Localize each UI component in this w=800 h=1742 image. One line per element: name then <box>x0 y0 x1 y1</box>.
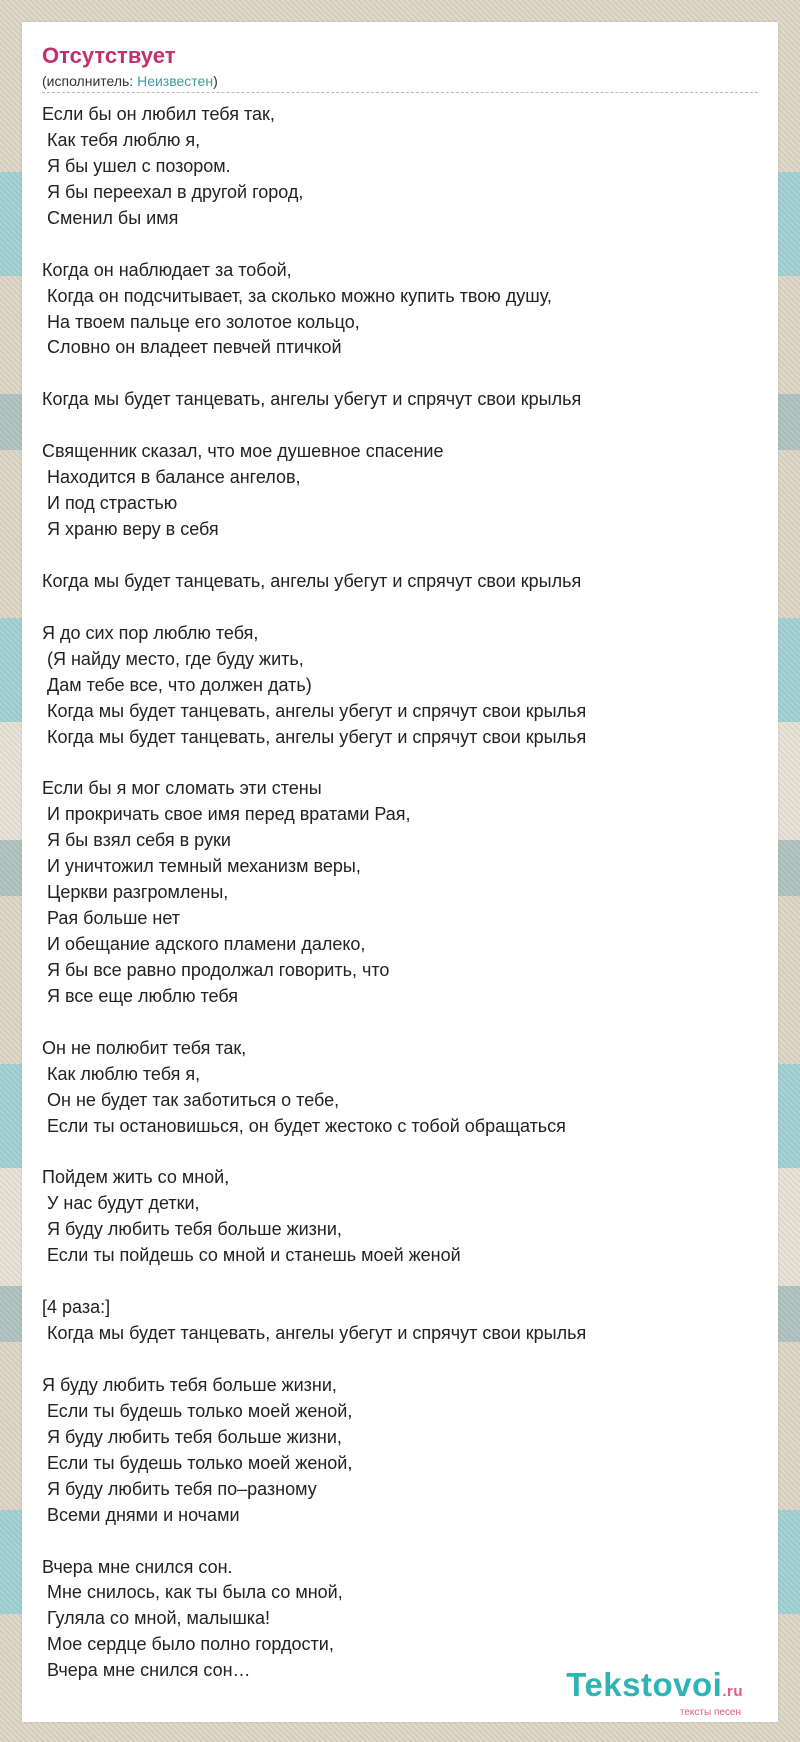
song-title: Отсутствует <box>42 43 176 68</box>
logo-name: Tekstovoi <box>566 1666 723 1703</box>
lyric-line: Когда мы будет танцевать, ангелы убегут и спрячут свои крылья <box>42 1323 587 1344</box>
artist-line <box>42 72 218 90</box>
lyric-line: И под страстью <box>42 493 178 514</box>
logo-domain: .ru <box>722 1683 743 1700</box>
lyric-line: Он не полюбит тебя так, <box>42 1037 247 1058</box>
lyric-line: Я буду любить тебя больше жизни, <box>42 1426 342 1447</box>
lyric-line <box>42 1010 762 1036</box>
lyric-line: Если ты пойдешь со мной и станешь моей женой <box>42 1245 461 1266</box>
lyric-line: Я буду любить тебя по–разному <box>42 1478 317 1499</box>
lyric-line: Когда мы будет танцевать, ангелы убегут и спрячут свои крылья <box>42 726 587 747</box>
lyric-line: Священник сказал, что мое душевное спасение <box>42 441 444 462</box>
lyric-line: Пойдем жить со мной, <box>42 1167 230 1188</box>
lyric-line: Я все еще люблю тебя <box>42 985 239 1006</box>
lyric-line: Если ты будешь только моей женой, <box>42 1400 353 1421</box>
lyric-line: Я до сих пор люблю тебя, <box>42 622 259 643</box>
lyric-line: Когда мы будет танцевать, ангелы убегут и спрячут свои крылья <box>42 570 582 591</box>
lyric-line: Рая больше нет <box>42 908 181 929</box>
lyrics-text <box>42 102 762 1684</box>
lyric-line: И обещание адского пламени далеко, <box>42 934 366 954</box>
lyric-line: И прокричать свое имя перед вратами Рая, <box>42 804 411 825</box>
lyric-line: Мое сердце было полно гордости, <box>42 1634 334 1655</box>
lyric-line: Если бы я мог сломать эти стены <box>42 778 322 799</box>
lyric-line <box>42 232 762 258</box>
lyric-line <box>42 413 762 439</box>
lyric-line: Я буду любить тебя больше жизни, <box>42 1374 337 1395</box>
lyric-line: Когда мы будет танцевать, ангелы убегут и спрячут свои крылья <box>42 389 582 410</box>
lyric-line: Я бы все равно продолжал говорить, что <box>42 959 390 980</box>
lyric-line: Сменил бы имя <box>42 207 179 228</box>
lyric-line <box>42 543 762 569</box>
lyric-line: Как тебя люблю я, <box>42 129 201 150</box>
lyric-line: Если ты остановишься, он будет жестоко с тобой обращаться <box>42 1115 566 1136</box>
lyric-line: Словно он владеет певчей птичкой <box>42 337 342 358</box>
lyric-line: Находится в балансе ангелов, <box>42 467 301 488</box>
lyric-line: Церкви разгромлены, <box>42 882 229 903</box>
lyric-line: Вчера мне снился сон. <box>42 1556 233 1577</box>
lyric-line: Мне снилось, как ты была со мной, <box>42 1582 343 1603</box>
logo-tagline: тексты песен <box>679 1707 741 1718</box>
lyric-line: Я храню веру в себя <box>42 519 219 539</box>
lyric-line: Когда мы будет танцевать, ангелы убегут и спрячут свои крылья <box>42 700 587 721</box>
artist-link[interactable]: Неизвестен <box>137 73 214 89</box>
lyric-line: Я бы переехал в другой город, <box>42 181 304 202</box>
lyric-line: И уничтожил темный механизм веры, <box>42 856 361 877</box>
lyric-line: Вчера мне снился сон… <box>42 1660 251 1681</box>
lyric-line: Как люблю тебя я, <box>42 1063 201 1084</box>
lyrics-card <box>22 22 778 1722</box>
lyric-line: Дам тебе все, что должен дать) <box>42 674 312 695</box>
lyric-line: Гуляла со мной, малышка! <box>42 1608 271 1629</box>
lyric-line <box>42 750 762 776</box>
title-divider <box>42 92 758 93</box>
lyric-line <box>42 1269 762 1295</box>
lyric-line <box>42 595 762 621</box>
lyric-line: Если ты будешь только моей женой, <box>42 1452 353 1473</box>
lyric-line: Всеми днями и ночами <box>42 1504 240 1525</box>
lyric-line <box>42 361 762 387</box>
lyric-line <box>42 1347 762 1373</box>
lyric-line: Я бы взял себя в руки <box>42 830 231 851</box>
lyric-line: У нас будут детки, <box>42 1193 200 1214</box>
lyric-line: Я бы ушел с позором. <box>42 155 231 176</box>
lyric-line <box>42 1140 762 1166</box>
lyric-line: Он не будет так заботиться о тебе, <box>42 1089 340 1110</box>
lyric-line: Когда он подсчитывает, за сколько можно купить твою душу, <box>42 285 552 306</box>
lyric-line: Когда он наблюдает за тобой, <box>42 259 292 280</box>
lyric-line: Я буду любить тебя больше жизни, <box>42 1219 342 1240</box>
lyric-line: Если бы он любил тебя так, <box>42 104 275 124</box>
lyric-line <box>42 1529 762 1555</box>
artist-prefix: (исполнитель: <box>42 73 138 89</box>
lyric-line: На твоем пальце его золотое кольцо, <box>42 311 360 332</box>
artist-suffix: ) <box>213 73 218 89</box>
lyric-line: (Я найду место, где буду жить, <box>42 648 304 669</box>
tekstovoi-logo[interactable] <box>566 1668 743 1718</box>
lyric-line: [4 раза:] <box>42 1297 111 1318</box>
